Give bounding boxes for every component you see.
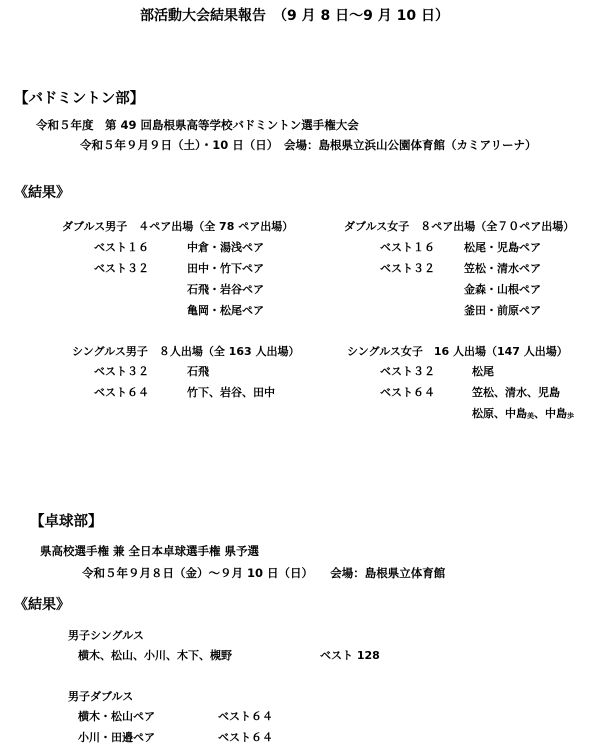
badminton-heading: 【バドミントン部】 bbox=[14, 91, 145, 107]
doubles-women-rank: ベスト３２ bbox=[380, 262, 435, 275]
singles-men-rank: ベスト３２ bbox=[94, 365, 149, 378]
table-tennis-heading: 【卓球部】 bbox=[30, 514, 103, 530]
singles-women-names: 松尾 bbox=[472, 365, 494, 378]
page-title: 部活動大会結果報告 （9 月 8 日～9 月 10 日） bbox=[140, 8, 449, 24]
badminton-tournament: 令和５年度 第 49 回島根県高等学校バドミントン選手権大会 bbox=[36, 118, 359, 132]
singles-women-header: シングルス女子 16 人出場（147 人出場） bbox=[347, 345, 568, 358]
tt-singles-men-header: 男子シングルス bbox=[68, 629, 144, 642]
tt-doubles-men-names: 小川・田邉ペア bbox=[78, 731, 155, 744]
singles-men-names: 石飛 bbox=[187, 365, 209, 378]
doubles-women-header: ダブルス女子 ８ペア出場（全７０ペア出場） bbox=[344, 220, 575, 233]
tt-doubles-men-rank: ベスト６４ bbox=[218, 710, 273, 723]
singles-women-rank: ベスト３２ bbox=[380, 365, 435, 378]
tt-doubles-men-rank: ベスト６４ bbox=[218, 731, 273, 744]
doubles-men-names: 田中・竹下ペア bbox=[187, 262, 264, 275]
singles-men-names: 竹下、岩谷、田中 bbox=[187, 386, 275, 399]
singles-women-rank: ベスト６４ bbox=[380, 386, 435, 399]
tt-singles-men-rank: ベスト 128 bbox=[320, 649, 380, 662]
singles-women-names: 笠松、清水、児島 bbox=[472, 386, 560, 399]
table-tennis-tournament: 県高校選手権 兼 全日本卓球選手権 県予選 bbox=[40, 544, 260, 558]
singles-men-header: シングルス男子 ８人出場（全 163 人出場） bbox=[72, 345, 300, 358]
doubles-men-names: 亀岡・松尾ペア bbox=[187, 304, 264, 317]
doubles-women-names: 松尾・児島ペア bbox=[464, 241, 541, 254]
doubles-men-rank: ベスト１６ bbox=[94, 241, 149, 254]
doubles-men-names: 石飛・岩谷ペア bbox=[187, 283, 264, 296]
badminton-dates-venue: 令和５年９月９日（土）・10 日（日） 会場：島根県立浜山公園体育館（カミアリーナ） bbox=[80, 138, 537, 152]
tt-singles-men-names: 横木、松山、小川、木下、槻野 bbox=[78, 649, 232, 662]
doubles-women-names: 金森・山根ペア bbox=[464, 283, 541, 296]
doubles-women-rank: ベスト１６ bbox=[380, 241, 435, 254]
table-tennis-dates-venue: 令和５年９月８日（金）～９月 10 日（日） 会場：島根県立体育館 bbox=[82, 566, 446, 580]
badminton-results-heading: 《結果》 bbox=[14, 185, 70, 201]
doubles-men-header: ダブルス男子 ４ペア出場（全 78 ペア出場） bbox=[62, 220, 294, 233]
doubles-women-names: 笠松・清水ペア bbox=[464, 262, 541, 275]
doubles-men-names: 中倉・湯浅ペア bbox=[187, 241, 264, 254]
singles-women-extra-names: 松原、中島$_美$、中島$_歩$ bbox=[472, 407, 574, 420]
table-tennis-results-heading: 《結果》 bbox=[14, 597, 70, 613]
tt-doubles-men-names: 横木・松山ペア bbox=[78, 710, 155, 723]
doubles-men-rank: ベスト３２ bbox=[94, 262, 149, 275]
tt-doubles-men-header: 男子ダブルス bbox=[68, 690, 134, 703]
singles-men-rank: ベスト６４ bbox=[94, 386, 149, 399]
doubles-women-names: 釜田・前原ペア bbox=[464, 304, 541, 317]
